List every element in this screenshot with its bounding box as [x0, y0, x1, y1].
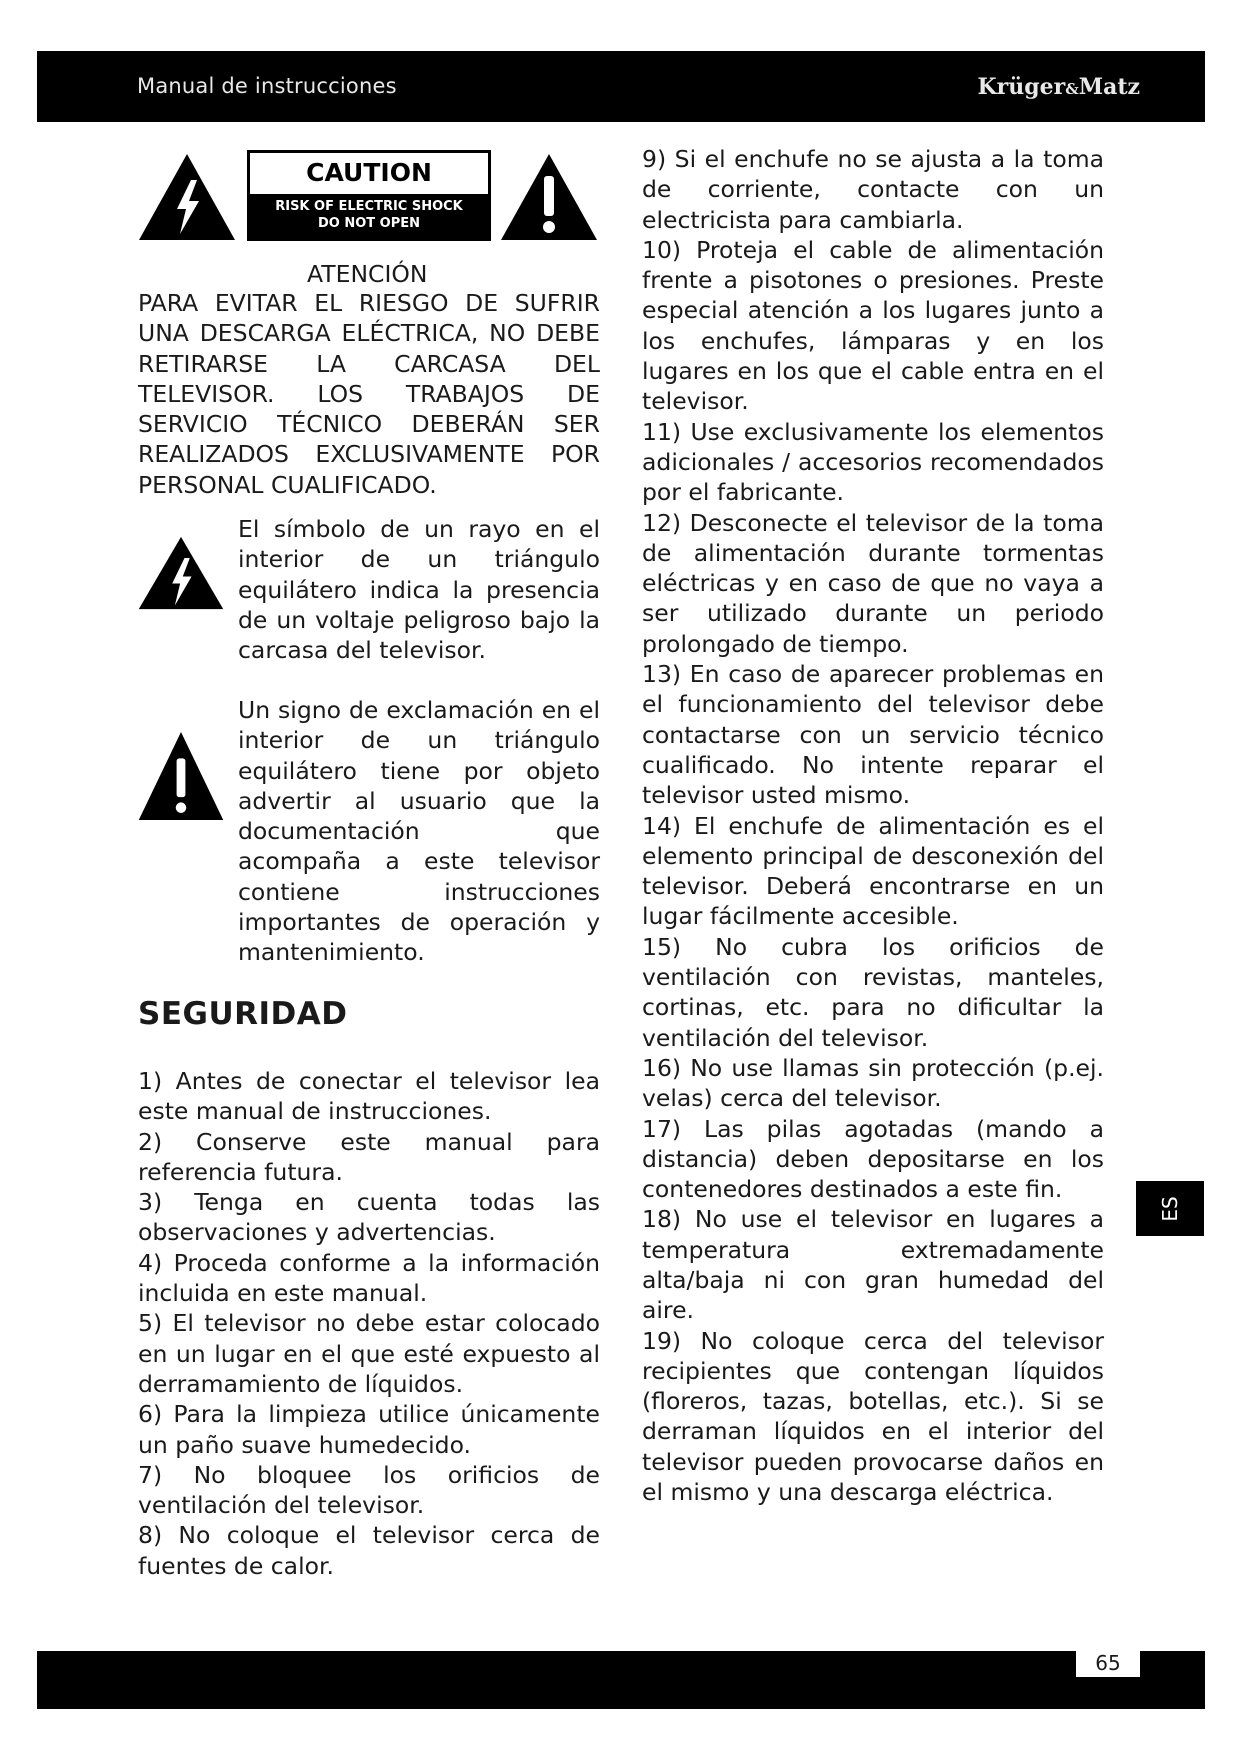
attention-title: ATENCIÓN [307, 260, 428, 288]
safety-item: 9) Si el enchufe no se ajusta a la toma de corriente, contacte con un electricista para cambiarla. [642, 145, 1104, 234]
brand-logo: Krüger&Matz [977, 74, 1140, 100]
safety-item: 6) Para la limpieza utilice únicamente un paño suave humedecido. [138, 1400, 600, 1459]
caution-box [247, 150, 491, 241]
exclamation-warning-icon [499, 152, 599, 242]
caution-subtitle [250, 194, 488, 238]
safety-item: 2) Conserve este manual para referencia futura. [138, 1127, 600, 1186]
safety-item: 3) Tenga en cuenta todas las observaciones y advertencias. [138, 1188, 600, 1247]
manual-title: Manual de instrucciones [137, 74, 397, 98]
exclamation-symbol-icon [137, 730, 225, 822]
safety-item: 10) Proteja el cable de alimentación frente a pisotones o presiones. Preste especial atención a los lugares junto a los enchufes, lámparas y en los lugares en los que el cable entra en el televisor. [642, 235, 1104, 416]
safety-item: 14) El enchufe de alimentación es el elemento principal de desconexión del televisor. Deberá encontrarse en un lugar fácilmente accesible. [642, 811, 1104, 931]
language-tab [1136, 1181, 1204, 1236]
caution-title: CAUTION [306, 158, 432, 187]
safety-item: 1) Antes de conectar el televisor lea este manual de instrucciones. [138, 1067, 600, 1126]
safety-item: 12) Desconecte el televisor de la toma de alimentación durante tormentas eléctricas y en caso de que no vaya a ser utilizado durante un periodo prolongado de tiempo. [642, 508, 1104, 658]
safety-item: 5) El televisor no debe estar colocado en un lugar en el que esté expuesto al derramamiento de líquidos. [138, 1309, 600, 1398]
safety-item: 13) En caso de aparecer problemas en el funcionamiento del televisor debe contactarse con un servicio técnico cualificado. No intente reparar el televisor usted mismo. [642, 660, 1104, 810]
safety-item: 4) Proceda conforme a la información incluida en este manual. [138, 1248, 600, 1308]
exclamation-symbol-text: Un signo de exclamación en el interior de un triángulo equilátero tiene por objeto advertir al usuario que la documentación que acompaña a este televisor contiene instrucciones importantes de operación y mantenimiento. [238, 696, 600, 967]
safety-item: 18) No use el televisor en lugares a temperatura extremadamente alta/baja ni con gran humedad del aire. [642, 1205, 1104, 1325]
attention-body: PARA EVITAR EL RIESGO DE SUFRIR UNA DESCARGA ELÉCTRICA, NO DEBE RETIRARSE LA CARCASA DEL TELEVISOR. LOS TRABAJOS DE SERVICIO TÉCNICO DEBERÁN SER REALIZADOS EXCLUSIVAMENTE POR PERSONAL CUALIFICADO. [138, 289, 600, 499]
safety-item: 7) No bloquee los orificios de ventilación del televisor. [138, 1460, 600, 1520]
caution-line-1: RISK OF ELECTRIC SHOCK [275, 199, 463, 214]
page-footer [37, 1651, 1205, 1709]
safety-list-right [642, 144, 1104, 1507]
lightning-symbol-text: El símbolo de un rayo en el interior de un triángulo equilátero indica la presencia de un voltaje peligroso bajo la carcasa del televisor. [238, 515, 600, 665]
safety-item: 16) No use llamas sin protección (p.ej. velas) cerca del televisor. [642, 1053, 1104, 1113]
lightning-warning-icon [137, 152, 237, 242]
page-header [37, 51, 1205, 122]
safety-item: 15) No cubra los orificios de ventilación con revistas, manteles, cortinas, etc. para no dificultar la ventilación del televisor. [642, 932, 1104, 1052]
section-heading: SEGURIDAD [138, 996, 348, 1032]
lightning-symbol-icon [137, 535, 225, 611]
safety-list-left [138, 1066, 600, 1581]
safety-item: 11) Use exclusivamente los elementos adicionales / accesorios recomendados por el fabricante. [642, 417, 1104, 507]
language-code: ES [1158, 1195, 1182, 1222]
safety-item: 19) No coloque cerca del televisor recipientes que contengan líquidos (floreros, tazas, botellas, etc.). Si se derraman líquidos en el interior del televisor pueden provocarse daños en el mismo y una descarga eléctrica. [642, 1326, 1104, 1507]
caution-label-row [137, 150, 601, 244]
safety-item: 17) Las pilas agotadas (mando a distancia) deben depositarse en los contenedores destinados a este fin. [642, 1114, 1104, 1204]
safety-item: 8) No coloque el televisor cerca de fuentes de calor. [138, 1521, 600, 1580]
page-number: 65 [1076, 1649, 1140, 1677]
caution-line-2: DO NOT OPEN [317, 216, 421, 231]
